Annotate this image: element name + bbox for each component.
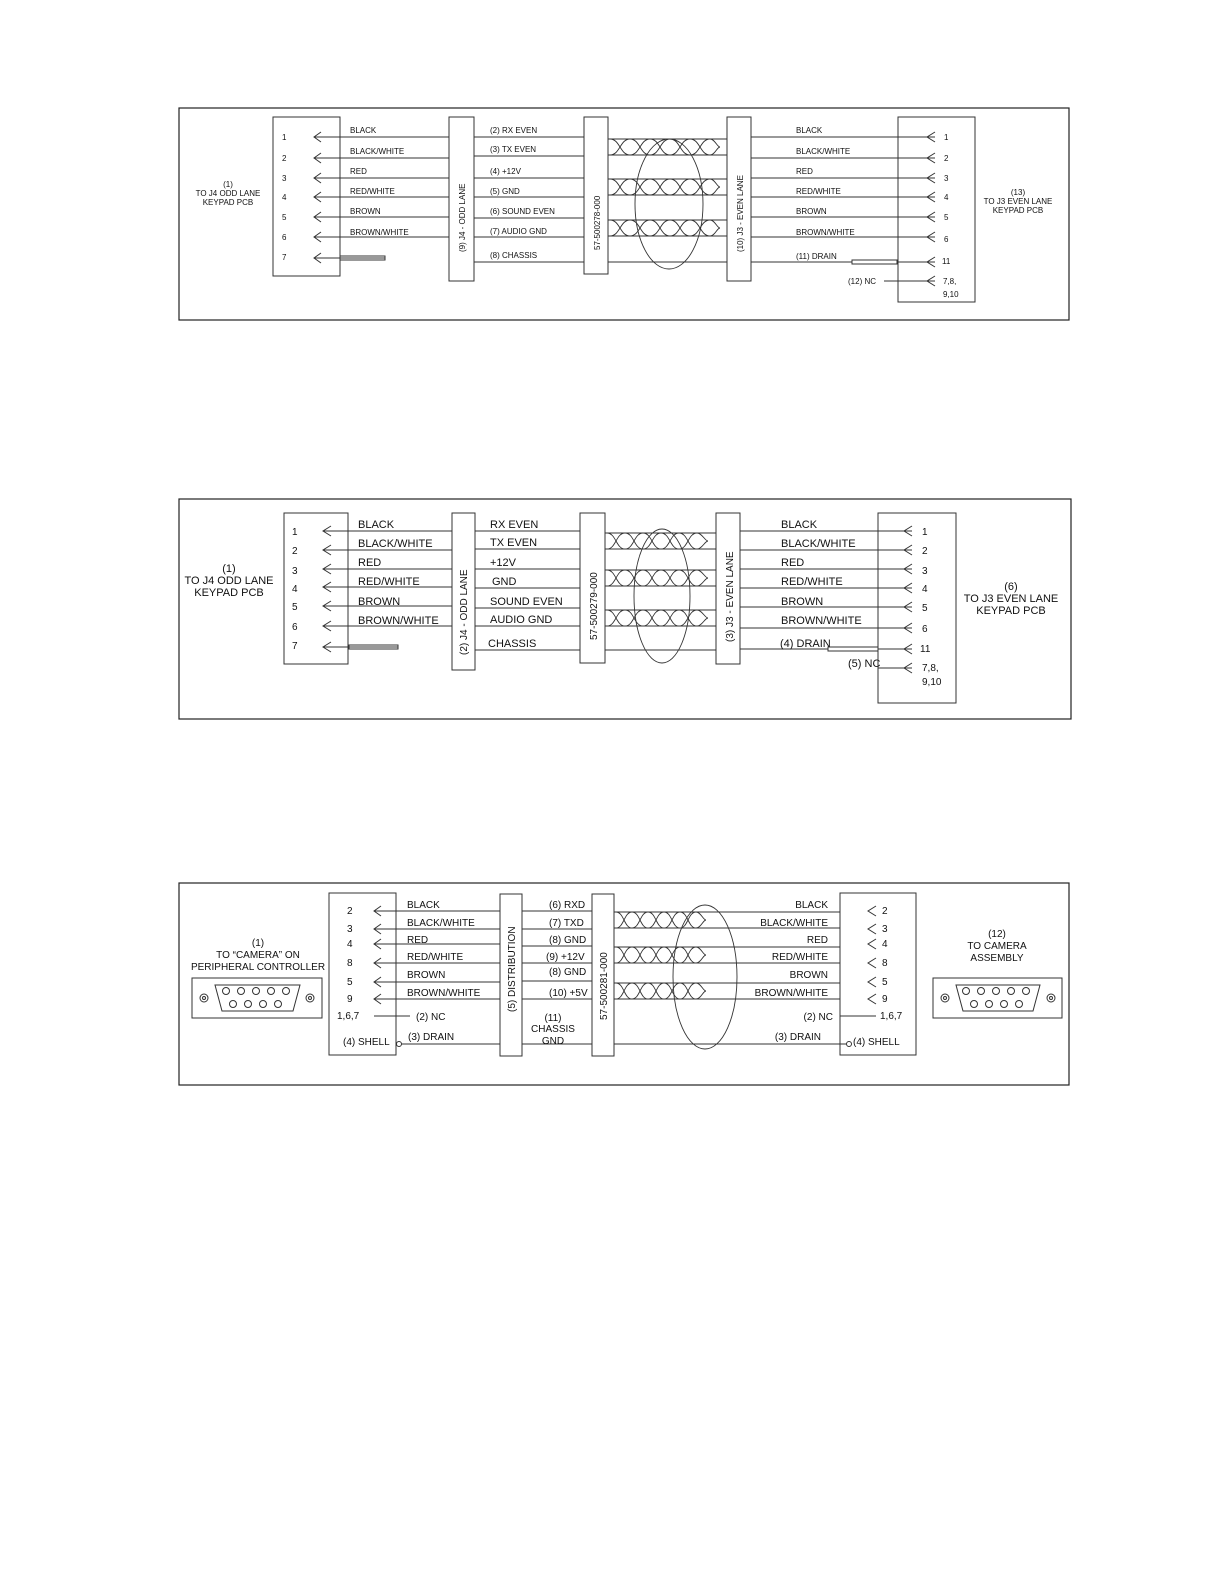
d3-right-nc-pins: 1,6,7 bbox=[880, 1011, 903, 1022]
d1-left-wire-color: BROWN bbox=[350, 207, 381, 216]
d2-right-pin: 1 bbox=[922, 527, 928, 538]
d3-left-pin: 2 bbox=[347, 906, 353, 917]
d1-right-pins bbox=[942, 133, 959, 299]
d3-right-wire-color: BLACK bbox=[795, 900, 828, 911]
d1-left-pin: 7 bbox=[282, 253, 287, 262]
d3-left-wire-color: BROWN bbox=[407, 970, 446, 981]
d3-right-drain-label: (3) DRAIN bbox=[774, 1032, 821, 1043]
d2-signal-label: TX EVEN bbox=[490, 537, 538, 549]
d3-chassis-gnd-line-1: (11) bbox=[544, 1013, 562, 1024]
d1-drain-label: (11) DRAIN bbox=[796, 252, 837, 261]
d1-left-pin: 6 bbox=[282, 233, 287, 242]
d2-left-wire-colors bbox=[358, 519, 439, 627]
d3-left-wire-color: BLACK bbox=[407, 900, 440, 911]
d3-right-wire-color: RED/WHITE bbox=[771, 952, 828, 963]
d2-left-pin: 2 bbox=[292, 546, 298, 557]
d2-right-pin: 5 bbox=[922, 603, 928, 614]
d1-left-pin: 3 bbox=[282, 174, 287, 183]
d2-right-block-line-2: TO J3 EVEN LANE bbox=[963, 593, 1059, 605]
d1-right-wires bbox=[751, 137, 935, 281]
d3-right-wire-color: BLACK/WHITE bbox=[760, 918, 828, 929]
d2-right-pin: 3 bbox=[922, 566, 928, 577]
d1-left-wire-color: BROWN/WHITE bbox=[350, 228, 409, 237]
d3-distribution-label: (5) DISTRIBUTION bbox=[507, 926, 518, 1012]
d1-right-pin: 11 bbox=[942, 257, 951, 266]
d2-twisted-pairs bbox=[605, 529, 716, 663]
d2-left-block-line-3: KEYPAD PCB bbox=[194, 587, 264, 599]
d2-right-wire-color: BROWN bbox=[781, 596, 824, 608]
d3-right-pin: 5 bbox=[882, 977, 888, 988]
d1-signal-label: (5) GND bbox=[490, 187, 520, 196]
d2-signal-label: AUDIO GND bbox=[490, 614, 553, 626]
d3-left-pin: 4 bbox=[347, 939, 353, 950]
d1-left-pin: 2 bbox=[282, 154, 287, 163]
d1-signal-label: (4) +12V bbox=[490, 167, 521, 176]
d3-cable-shield bbox=[673, 905, 737, 1049]
d2-left-pin: 5 bbox=[292, 602, 298, 613]
diagram-3 bbox=[179, 883, 1069, 1085]
d2-right-block-line-3: KEYPAD PCB bbox=[976, 605, 1046, 617]
d3-right-wire-color: RED bbox=[806, 935, 828, 946]
d2-left-wire-color: RED/WHITE bbox=[358, 576, 420, 588]
d3-right-pin: 4 bbox=[882, 939, 888, 950]
d1-left-connector-label: (9) J4 - ODD LANE bbox=[458, 183, 467, 252]
d1-right-block-line-1: (13) bbox=[1010, 188, 1026, 197]
d3-signal-label: (9) +12V bbox=[546, 952, 585, 963]
d1-left-pin: 1 bbox=[282, 133, 287, 142]
d2-left-arrows bbox=[323, 526, 331, 652]
d2-right-pin: 6 bbox=[922, 624, 928, 635]
d2-left-wire-color: RED bbox=[358, 557, 382, 569]
d3-left-arrows bbox=[374, 906, 381, 1004]
d3-left-pin: 5 bbox=[347, 977, 353, 988]
d2-left-wire-color: BROWN bbox=[358, 596, 401, 608]
d3-right-wire-color: BROWN/WHITE bbox=[754, 988, 828, 999]
d1-right-wire-color: BROWN bbox=[796, 207, 827, 216]
d3-signal-label: (6) RXD bbox=[549, 900, 586, 911]
d3-left-pin: 8 bbox=[347, 958, 353, 969]
d2-signal-label: CHASSIS bbox=[488, 638, 537, 650]
d3-signal-label: (10) +5V bbox=[549, 988, 588, 999]
d3-left-wire-color: BLACK/WHITE bbox=[407, 918, 475, 929]
d2-right-wire-color: RED bbox=[781, 557, 805, 569]
d3-left-nc-label: (2) NC bbox=[416, 1012, 446, 1023]
d1-left-wire-color: RED bbox=[350, 167, 367, 176]
d1-left-pin: 5 bbox=[282, 213, 287, 222]
d1-nc-label: (12) NC bbox=[848, 277, 877, 286]
d2-right-wire-color: BLACK/WHITE bbox=[781, 538, 856, 550]
d1-signal-label: (8) CHASSIS bbox=[490, 251, 538, 260]
d1-signal-label: (7) AUDIO GND bbox=[490, 227, 547, 236]
d2-right-connector-label: (3) J3 - EVEN LANE bbox=[725, 551, 736, 642]
d1-right-block-line-3: KEYPAD PCB bbox=[992, 206, 1044, 215]
d3-chassis-gnd-line-3: GND bbox=[541, 1036, 565, 1047]
d3-left-block-line-2: TO “CAMERA” ON bbox=[216, 950, 300, 961]
d1-right-pin: 2 bbox=[944, 154, 949, 163]
d3-signal-label: (8) GND bbox=[549, 935, 587, 946]
d3-signal-labels bbox=[531, 900, 588, 1047]
d2-nc-label: (5) NC bbox=[848, 658, 881, 670]
d1-left-block-line-2: TO J4 ODD LANE bbox=[195, 189, 261, 198]
d2-cable-label: 57-500279-000 bbox=[589, 572, 600, 640]
d1-signal-wires bbox=[474, 137, 584, 262]
d1-left-block-line-1: (1) bbox=[223, 180, 233, 189]
d3-left-connector-box bbox=[329, 893, 396, 1055]
d2-right-pin: 11 bbox=[920, 644, 931, 655]
d1-right-wire-color: BLACK/WHITE bbox=[796, 147, 851, 156]
d1-left-wire-color: RED/WHITE bbox=[350, 187, 395, 196]
d3-signal-label: (8) GND bbox=[549, 967, 587, 978]
d2-left-pin: 3 bbox=[292, 566, 298, 577]
d3-right-nc-label: (2) NC bbox=[803, 1012, 833, 1023]
d1-right-arrows bbox=[927, 132, 935, 286]
d3-signal-label: (7) TXD bbox=[549, 918, 584, 929]
d2-left-pins bbox=[292, 527, 298, 652]
d1-twisted-pairs bbox=[608, 139, 727, 269]
d2-signal-label: +12V bbox=[490, 557, 516, 569]
d3-left-pin: 3 bbox=[347, 924, 353, 935]
d1-right-pin: 6 bbox=[944, 235, 949, 244]
d3-chassis-gnd-line-2: CHASSIS bbox=[531, 1024, 575, 1035]
d2-right-wire-color: RED/WHITE bbox=[781, 576, 843, 588]
d1-right-pin: 4 bbox=[944, 193, 949, 202]
d2-left-pin: 7 bbox=[292, 641, 298, 652]
d2-left-wire-color: BLACK bbox=[358, 519, 395, 531]
d1-signal-label: (6) SOUND EVEN bbox=[490, 207, 555, 216]
d3-left-block-line-1: (1) bbox=[251, 938, 265, 949]
d1-signal-labels bbox=[490, 126, 555, 260]
d3-left-pin: 9 bbox=[347, 994, 353, 1005]
d3-right-pin: 3 bbox=[882, 924, 888, 935]
diagram-1 bbox=[179, 108, 1069, 320]
d3-right-block-line-2: TO CAMERA bbox=[967, 941, 1027, 952]
d3-right-arrows bbox=[868, 906, 876, 1004]
d1-left-block-line-3: KEYPAD PCB bbox=[202, 198, 254, 207]
d3-right-shell-label: (4) SHELL bbox=[853, 1037, 900, 1048]
d2-nc-pins-line-2: 9,10 bbox=[922, 677, 942, 688]
d2-right-pins bbox=[920, 527, 942, 688]
d2-right-pin: 4 bbox=[922, 584, 928, 595]
d3-cable-label: 57-500281-000 bbox=[599, 952, 610, 1020]
d3-left-wire-color: RED/WHITE bbox=[407, 952, 464, 963]
d1-signal-label: (2) RX EVEN bbox=[490, 126, 538, 135]
d1-cable-label: 57-500278-000 bbox=[593, 195, 602, 250]
d3-left-drain-label: (3) DRAIN bbox=[408, 1032, 455, 1043]
d3-left-wire-color: RED bbox=[407, 935, 429, 946]
d3-right-pin: 8 bbox=[882, 958, 888, 969]
d2-left-wire-color: BROWN/WHITE bbox=[358, 615, 439, 627]
d2-right-pin: 2 bbox=[922, 546, 928, 557]
d3-left-block-line-3: PERIPHERAL CONTROLLER bbox=[190, 962, 326, 973]
d3-left-wire-colors bbox=[407, 900, 481, 1043]
d1-right-wire-color: RED bbox=[796, 167, 813, 176]
d1-right-pin: 1 bbox=[944, 133, 949, 142]
d2-drain-label: (4) DRAIN bbox=[780, 638, 831, 650]
d2-right-connector-box bbox=[878, 513, 956, 703]
d1-right-wire-color: BROWN/WHITE bbox=[796, 228, 855, 237]
d2-nc-pins-line-1: 7,8, bbox=[922, 663, 939, 674]
d1-signal-label: (3) TX EVEN bbox=[490, 145, 537, 154]
diagram-3-frame bbox=[179, 883, 1069, 1085]
d3-left-pins bbox=[337, 906, 390, 1048]
d2-left-pin: 4 bbox=[292, 584, 298, 595]
d3-right-block-line-1: (12) bbox=[988, 929, 1006, 940]
d2-right-arrows bbox=[904, 526, 912, 673]
d3-right-db9-connector-icon bbox=[933, 978, 1062, 1018]
d2-right-wire-color: BLACK bbox=[781, 519, 818, 531]
d2-left-wire-color: BLACK/WHITE bbox=[358, 538, 433, 550]
d3-left-nc-pins: 1,6,7 bbox=[337, 1011, 360, 1022]
d3-right-block-line-3: ASSEMBLY bbox=[970, 953, 1024, 964]
d1-left-pins bbox=[282, 133, 287, 262]
d2-left-block-line-2: TO J4 ODD LANE bbox=[184, 575, 274, 587]
d3-right-pins bbox=[853, 906, 903, 1048]
d1-left-wire-color: BLACK bbox=[350, 126, 377, 135]
d3-right-connector-box bbox=[840, 893, 916, 1055]
d3-right-pin: 2 bbox=[882, 906, 888, 917]
d2-left-block-line-1: (1) bbox=[222, 563, 236, 575]
d1-right-wire-color: RED/WHITE bbox=[796, 187, 841, 196]
d2-signal-label: SOUND EVEN bbox=[490, 596, 563, 608]
d3-right-pin: 9 bbox=[882, 994, 888, 1005]
diagram-1-frame bbox=[179, 108, 1069, 320]
d2-left-connector-label: (2) J4 - ODD LANE bbox=[459, 569, 470, 655]
d1-right-block-line-2: TO J3 EVEN LANE bbox=[983, 197, 1053, 206]
d3-left-wire-color: BROWN/WHITE bbox=[407, 988, 481, 999]
d2-signal-label: GND bbox=[492, 576, 517, 588]
d1-right-wire-color: BLACK bbox=[796, 126, 823, 135]
d2-right-wire-color: BROWN/WHITE bbox=[781, 615, 862, 627]
d2-left-pin: 1 bbox=[292, 527, 298, 538]
d1-left-wire-colors bbox=[350, 126, 409, 237]
d1-left-pin: 4 bbox=[282, 193, 287, 202]
d2-left-pin: 6 bbox=[292, 622, 298, 633]
d1-nc-pins-line-1: 7,8, bbox=[943, 277, 957, 286]
d1-cable-shield bbox=[635, 139, 703, 269]
d2-right-block-line-1: (6) bbox=[1004, 581, 1018, 593]
d3-left-db9-connector-icon bbox=[192, 978, 322, 1018]
diagram-2 bbox=[179, 499, 1071, 719]
d1-right-connector-box bbox=[898, 117, 975, 302]
d3-left-shell-label: (4) SHELL bbox=[343, 1037, 390, 1048]
d2-signal-labels bbox=[488, 519, 563, 650]
d1-nc-pins-line-2: 9,10 bbox=[943, 290, 959, 299]
d1-right-connector-label: (10) J3 - EVEN LANE bbox=[736, 175, 745, 252]
d3-right-wire-color: BROWN bbox=[789, 970, 828, 981]
d1-right-pin: 5 bbox=[944, 213, 949, 222]
d1-left-wire-color: BLACK/WHITE bbox=[350, 147, 405, 156]
d2-signal-label: RX EVEN bbox=[490, 519, 539, 531]
d3-right-wire-colors bbox=[755, 900, 833, 1043]
d1-right-pin: 3 bbox=[944, 174, 949, 183]
